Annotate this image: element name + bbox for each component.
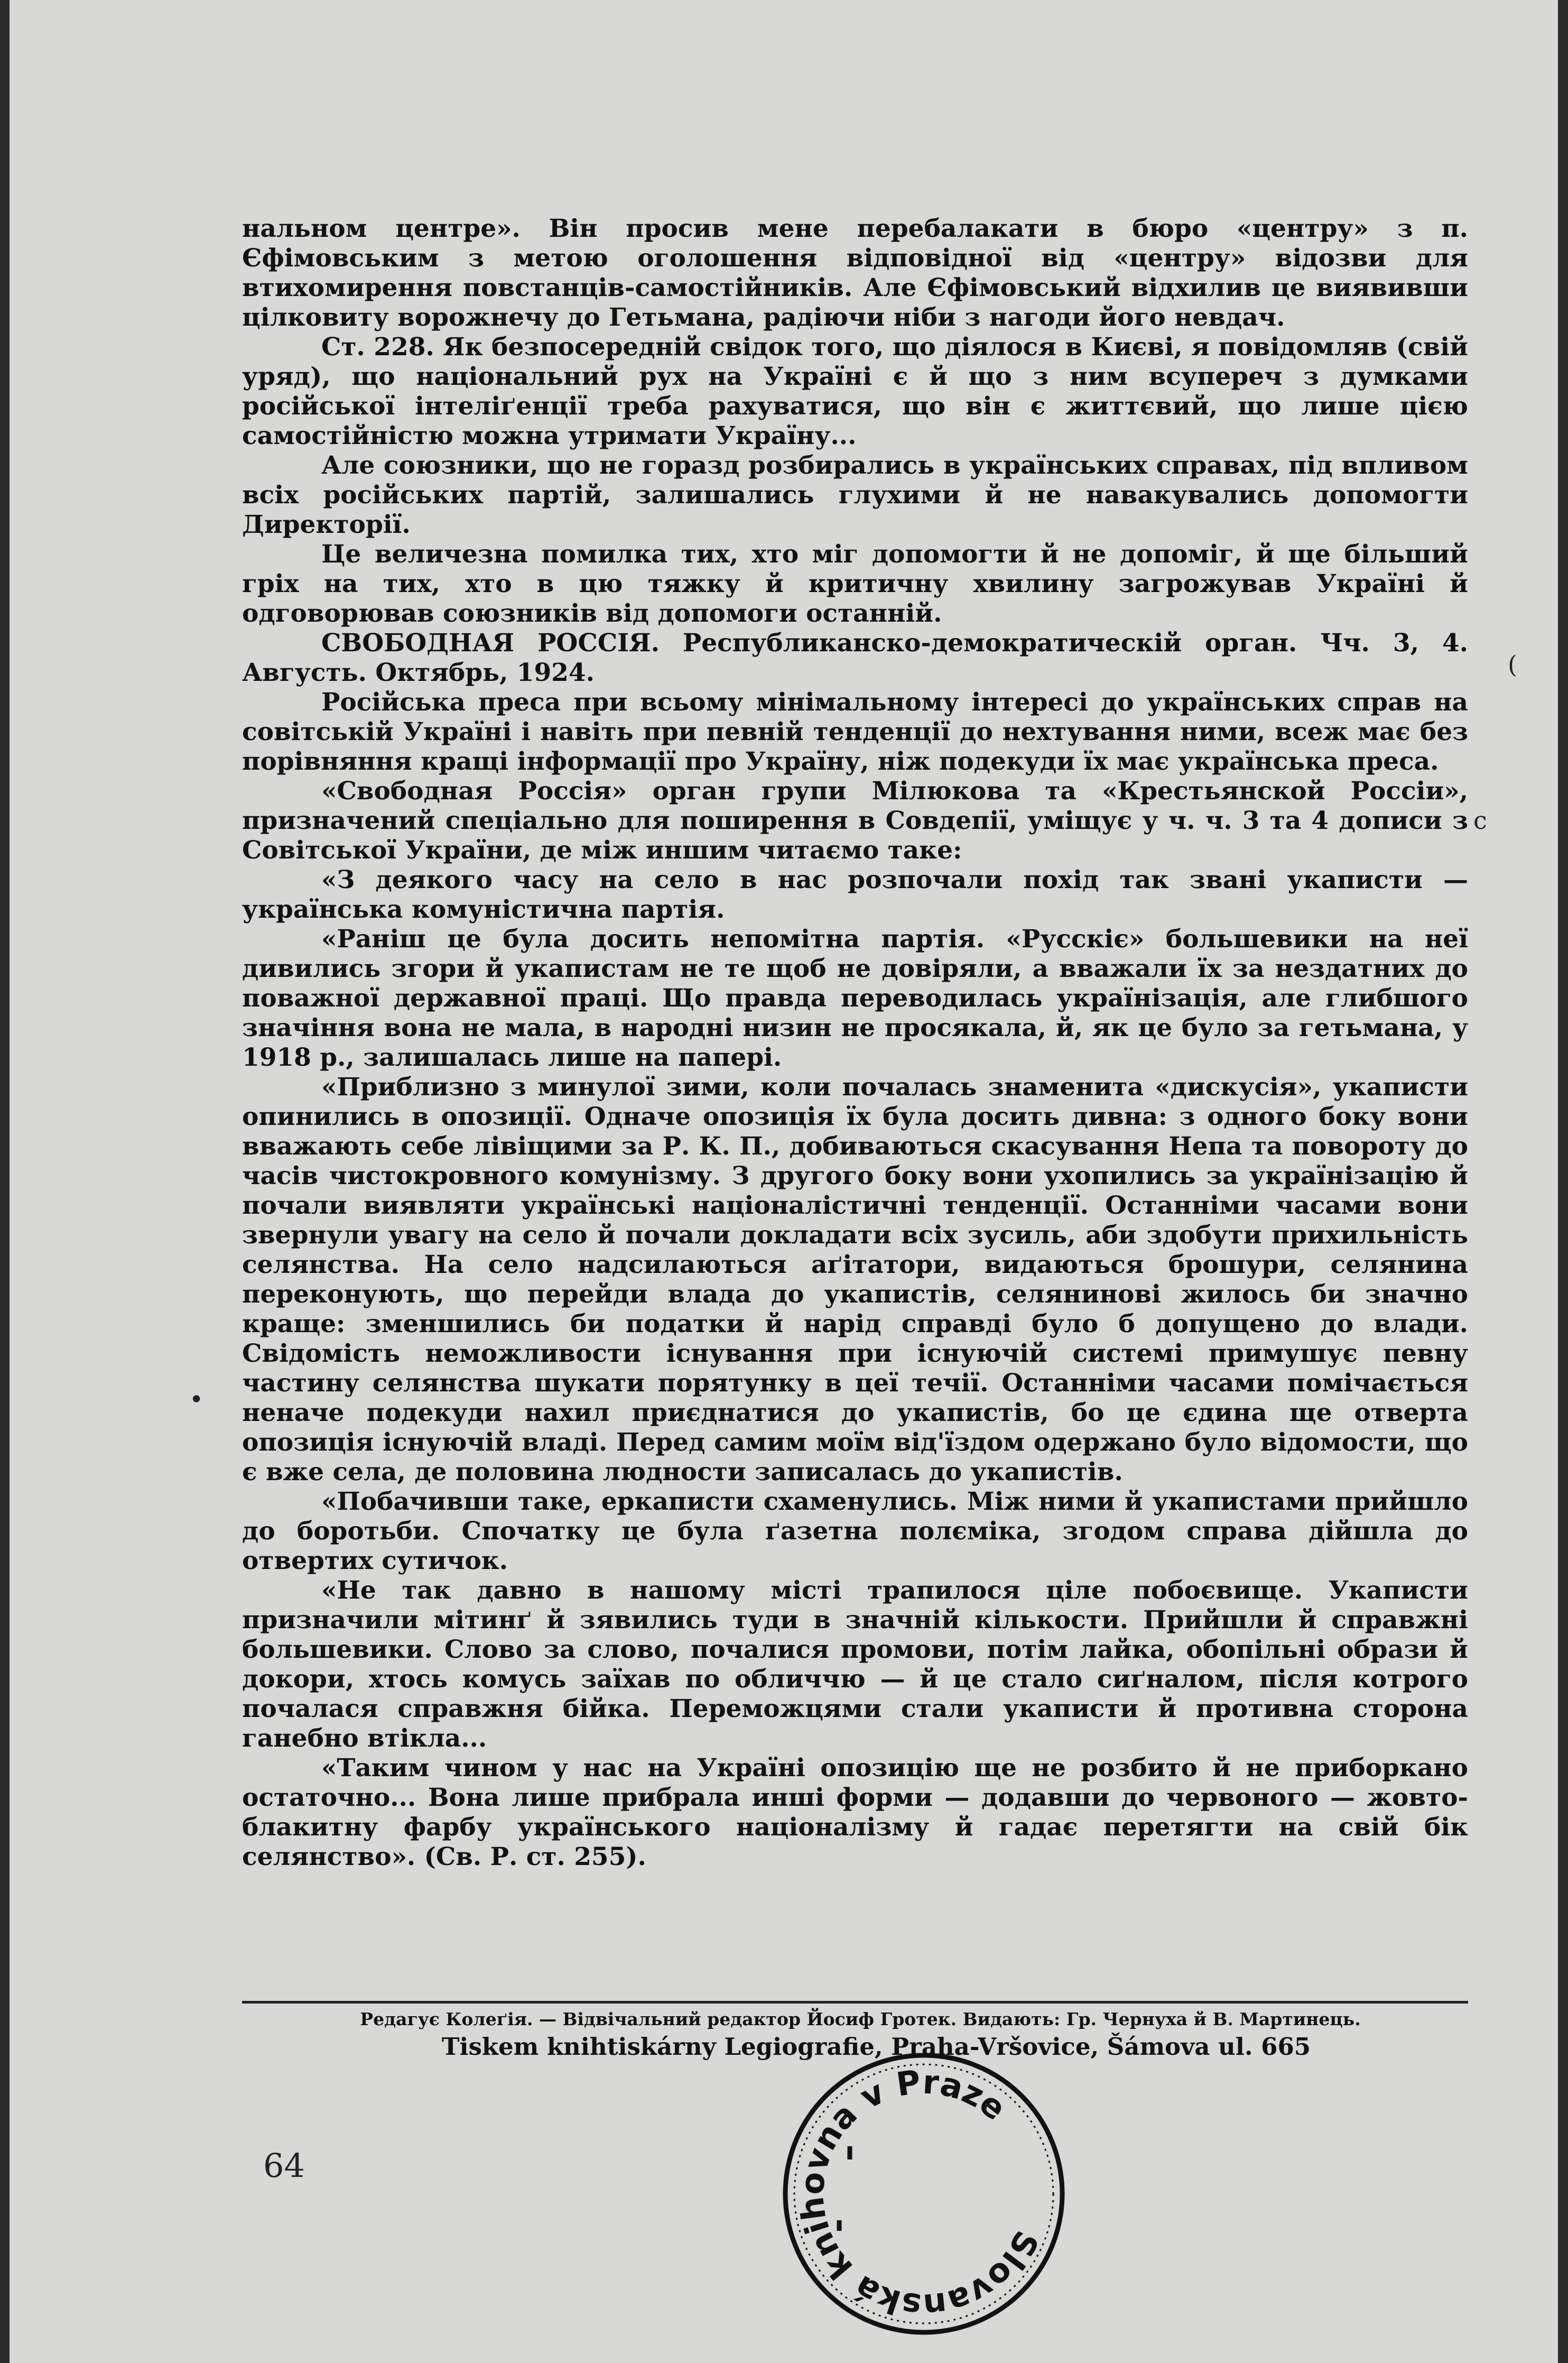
margin-mark: ( (1508, 650, 1517, 679)
margin-mark: c (1473, 806, 1487, 835)
library-stamp-icon (776, 2046, 1072, 2342)
paragraph: нальном центре». Він просив мене перебалакати в бюро «центру» з п. Єфімовським з метою оголошення відповідної від «центру» відозви для втихомирення повстанців-самостійників. Але Єфімовський відхилив це виявивши цілковиту ворожнечу до Гетьмана, радіючи ніби з нагоди його невдач. (242, 214, 1468, 332)
printer-line: Tiskem knihtiskárny Legiografie, Praha-Vršovice, Šámova ul. 665 (441, 2033, 1311, 2061)
paragraph: «З деякого часу на село в нас розпочали похід так звані укаписти — українська комуністична партія. (242, 865, 1468, 924)
page-number: 64 (263, 2146, 305, 2185)
paragraph: Російська преса при всьому мінімальному інтересі до українських справ на совітській Україні і навіть при певній тенденції до нехтування ними, всеж має без порівняння кращі інформації про Україну, ніж подекуди їх має українська преса. (242, 688, 1468, 776)
paragraph: «Приблизно з минулої зими, коли почалась знаменита «дискусія», укаписти опинились в опозиції. Одначе опозиція їх була досить дивна: з одного боку вони вважають себе лівіщими за Р. К. П., добиваються скасування Непа та повороту до часів чистокровного комунізму. З другого боку вони ухопились за українізацію й почали виявляти українські націоналістичні тенденції. Останніми часами вони звернули увагу на село й почали докладати всіх зусиль, аби здобути прихильність селянства. На село надсилаються аґітатори, видаються брошури, селянина переконують, що перейди влада до укапистів, селянинові жилось би значно краще: зменшились би податки й нарід справді було б допущено до влади. Свідомість неможливости існування при існуючій системі примушує певну частину селянства шукати порятунку в цеї течії. Останніми часами помічається неначе подекуди нахил приєднатися до укапистів, бо це єдина ще отверта опозиція існуючій владі. Перед самим моїм від'їздом одержано було відомости, що є вже села, де половина людности записалась до укапистів. (242, 1073, 1468, 1487)
paragraph: Ст. 228. Як безпосередній свідок того, що діялося в Києві, я повідомляв (свій уряд), що національний рух на Україні є й що з ним всупереч з думками російської інтеліґенції треба рахуватися, що він є життєвий, що лише цією самостійністю можна утримати Україну... (242, 333, 1468, 450)
svg-text:Slovanská knihovna v Praze (776, 2046, 1072, 2342)
paragraph: «Таким чином у нас на Україні опозицію ще не розбито й не приборкано остаточно... Вона лише прибрала инші форми — додавши до червоного — жовто-блакитну фарбу українського націоналізму й гадає перетягти на свій бік селянство». (Св. Р. ст. 255). (242, 1753, 1468, 1871)
paragraph: «Свободная Россія» орган групи Мілюкова та «Крестьянской Россіи», призначений спеціально для поширення в Совдепії, уміщує у ч. ч. 3 та 4 дописи з Совітської України, де між иншим читаємо таке: (242, 777, 1468, 865)
paragraph: «Не так давно в нашому місті трапилося ціле побоєвище. Укаписти призначили мітинґ й зявились туди в значній кількости. Прийшли й справжні большевики. Слово за слово, почалися промови, потім лайка, обопільні образи й докори, хтось комусь заїхав по обличчю — й це стало сиґналом, після котрого почалася справжня бійка. Переможцями стали укаписти й противна сторона ганебно втікла... (242, 1576, 1468, 1753)
paragraph: «Раніш це була досить непомітна партія. «Русскіє» большевики на неї дивились згори й укапистам не те щоб не довіряли, а вважали їх за нездатних до поважної державної праці. Що правда переводилась українізація, але глибшого значіння вона не мала, в народні низин не просякала, й, як це було за гетьмана, у 1918 р., залишалась лише на папері. (242, 925, 1468, 1072)
paragraph: СВОБОДНАЯ РОССІЯ. Республиканско-демократическій орган. Чч. 3, 4. Августь. Октябрь, 1924. (242, 629, 1468, 687)
margin-mark: • (189, 1385, 204, 1414)
paragraph: Це величезна помилка тих, хто міг допомогти й не допоміг, й ще більший гріх на тих, хто в цю тяжку й критичну хвилину загрожував Україні й одговорював союзників від допомоги останній. (242, 540, 1468, 628)
stamp-text: Slovanská knihovna v Praze (792, 2062, 1046, 2325)
editorial-line: Редагує Колеґія. — Відвічальний редактор Йосиф Гротек. Видають: Гр. Чернуха й В. Мартинець. (360, 2009, 1361, 2029)
footer-rule (242, 2001, 1468, 2004)
body-text (242, 214, 1468, 1872)
document-page (10, 0, 1558, 2363)
paragraph: «Побачивши таке, еркаписти схаменулись. Між ними й укапистами прийшло до боротьби. Спочатку це була ґазетна полєміка, згодом справа дійшла до отвертих сутичок. (242, 1487, 1468, 1575)
paragraph: Але союзники, що не горазд розбирались в українських справах, під впливом всіх російських партій, залишались глухими й не навакувались допомогти Директорії. (242, 451, 1468, 539)
